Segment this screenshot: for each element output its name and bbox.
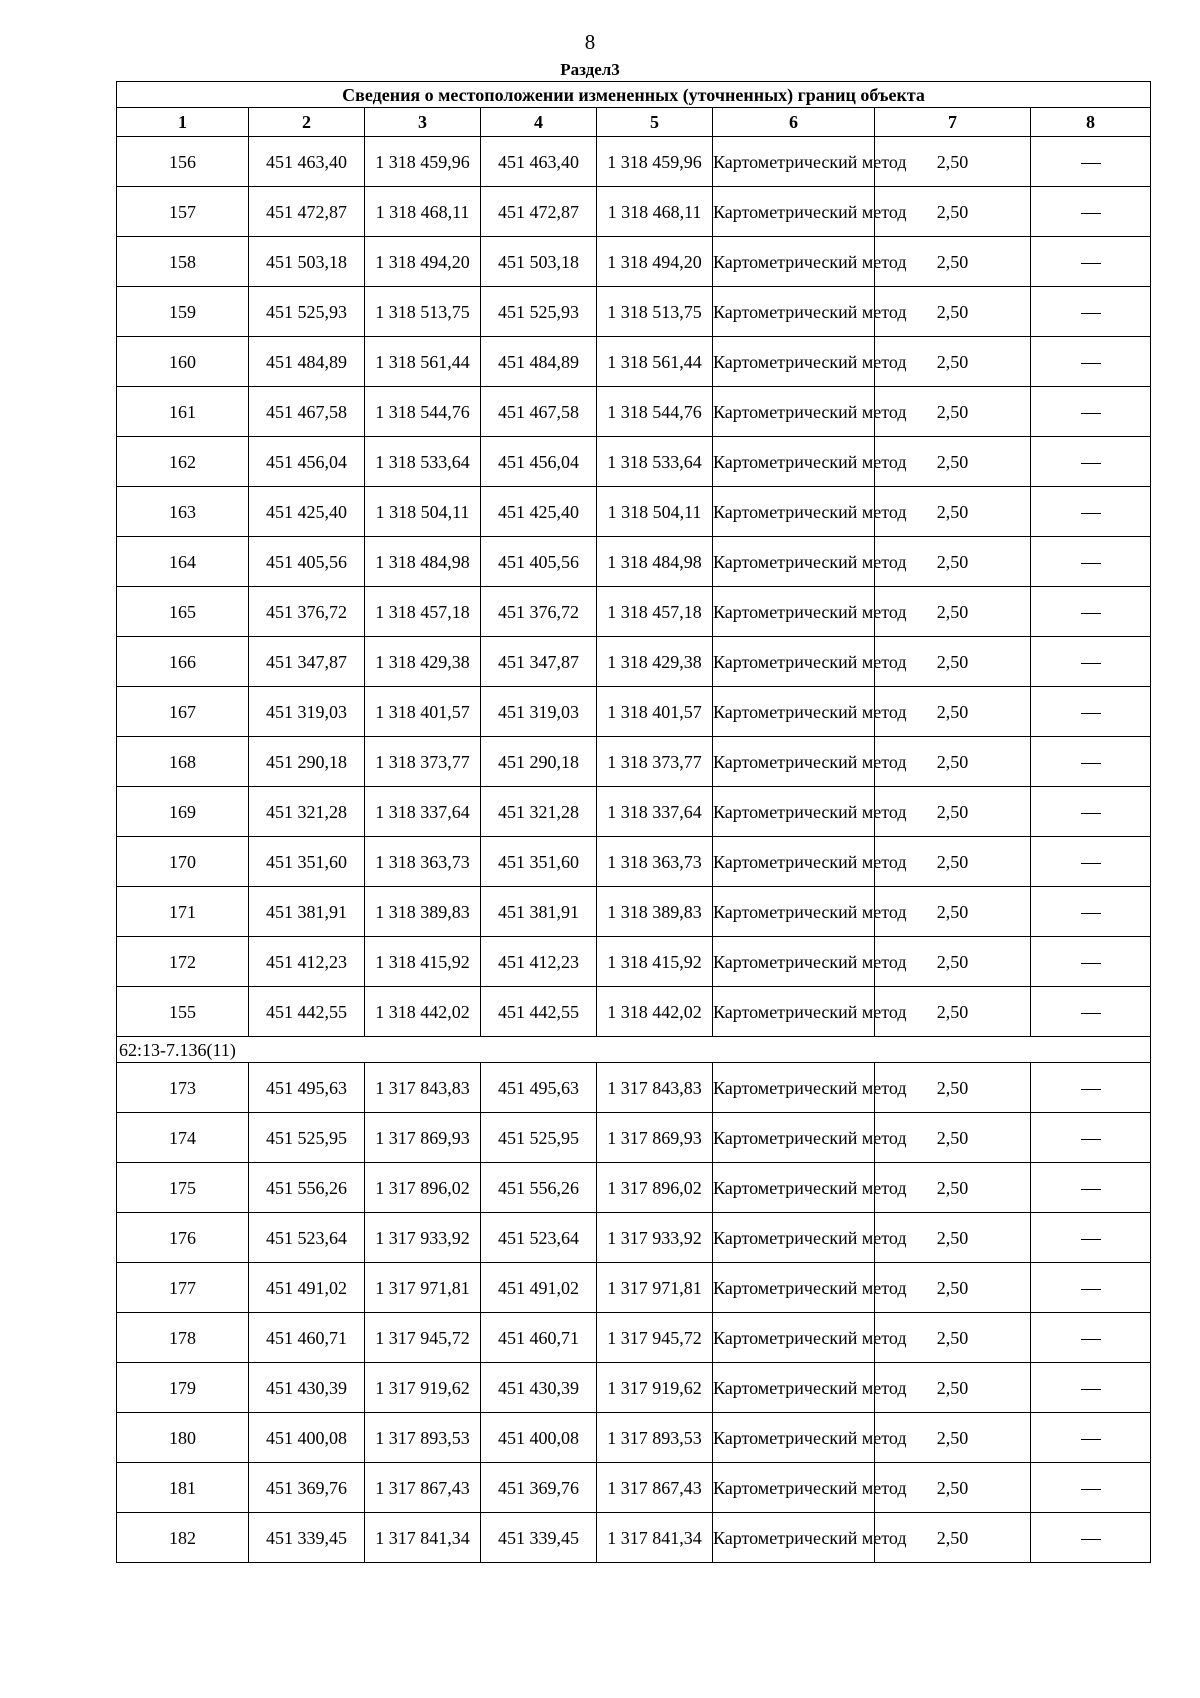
existing-x: 451 425,40 bbox=[249, 487, 365, 537]
new-y: 1 317 945,72 bbox=[597, 1313, 713, 1363]
column-number: 6 bbox=[713, 108, 875, 137]
new-x: 451 463,40 bbox=[481, 137, 597, 187]
table-row bbox=[117, 787, 1151, 837]
description-cell bbox=[1031, 887, 1151, 937]
accuracy-cell: 2,50 bbox=[875, 237, 1031, 287]
table-row bbox=[117, 487, 1151, 537]
existing-x: 451 495,63 bbox=[249, 1063, 365, 1113]
page-number: 8 bbox=[584, 30, 596, 54]
group-row bbox=[117, 1037, 1151, 1063]
point-number: 160 bbox=[117, 337, 249, 387]
new-x: 451 467,58 bbox=[481, 387, 597, 437]
accuracy-cell: 2,50 bbox=[875, 887, 1031, 937]
table-row bbox=[117, 837, 1151, 887]
em-dash-mark bbox=[1081, 763, 1101, 764]
existing-x: 451 405,56 bbox=[249, 537, 365, 587]
table-caption: Сведения о местоположении измененных (уточненных) границ объекта bbox=[117, 82, 1151, 108]
description-cell bbox=[1031, 1213, 1151, 1263]
new-y: 1 317 893,53 bbox=[597, 1413, 713, 1463]
method-cell: Картометрический метод bbox=[713, 1363, 875, 1413]
existing-y: 1 318 561,44 bbox=[365, 337, 481, 387]
existing-y: 1 317 869,93 bbox=[365, 1113, 481, 1163]
em-dash-mark bbox=[1081, 813, 1101, 814]
description-cell bbox=[1031, 287, 1151, 337]
description-cell bbox=[1031, 237, 1151, 287]
existing-y: 1 318 459,96 bbox=[365, 137, 481, 187]
accuracy-cell: 2,50 bbox=[875, 837, 1031, 887]
point-number: 181 bbox=[117, 1463, 249, 1513]
point-number: 171 bbox=[117, 887, 249, 937]
existing-x: 451 400,08 bbox=[249, 1413, 365, 1463]
method-cell: Картометрический метод bbox=[713, 987, 875, 1037]
em-dash-mark bbox=[1081, 913, 1101, 914]
accuracy-cell: 2,50 bbox=[875, 1213, 1031, 1263]
existing-x: 451 351,60 bbox=[249, 837, 365, 887]
existing-y: 1 317 971,81 bbox=[365, 1263, 481, 1313]
new-x: 451 523,64 bbox=[481, 1213, 597, 1263]
existing-x: 451 460,71 bbox=[249, 1313, 365, 1363]
existing-y: 1 318 484,98 bbox=[365, 537, 481, 587]
new-x: 451 321,28 bbox=[481, 787, 597, 837]
point-number: 169 bbox=[117, 787, 249, 837]
existing-x: 451 523,64 bbox=[249, 1213, 365, 1263]
existing-y: 1 317 919,62 bbox=[365, 1363, 481, 1413]
em-dash-mark bbox=[1081, 1439, 1101, 1440]
new-y: 1 317 843,83 bbox=[597, 1063, 713, 1113]
new-y: 1 318 429,38 bbox=[597, 637, 713, 687]
description-cell bbox=[1031, 1463, 1151, 1513]
em-dash-mark bbox=[1081, 613, 1101, 614]
description-cell bbox=[1031, 587, 1151, 637]
em-dash-mark bbox=[1081, 1239, 1101, 1240]
point-number: 172 bbox=[117, 937, 249, 987]
existing-y: 1 318 457,18 bbox=[365, 587, 481, 637]
point-number: 175 bbox=[117, 1163, 249, 1213]
method-cell: Картометрический метод bbox=[713, 887, 875, 937]
new-x: 451 460,71 bbox=[481, 1313, 597, 1363]
existing-x: 451 376,72 bbox=[249, 587, 365, 637]
point-number: 179 bbox=[117, 1363, 249, 1413]
existing-y: 1 317 841,34 bbox=[365, 1513, 481, 1563]
description-cell bbox=[1031, 437, 1151, 487]
existing-x: 451 381,91 bbox=[249, 887, 365, 937]
method-cell: Картометрический метод bbox=[713, 787, 875, 837]
accuracy-cell: 2,50 bbox=[875, 987, 1031, 1037]
point-number: 177 bbox=[117, 1263, 249, 1313]
new-x: 451 472,87 bbox=[481, 187, 597, 237]
method-cell: Картометрический метод bbox=[713, 737, 875, 787]
description-cell bbox=[1031, 1263, 1151, 1313]
new-x: 451 491,02 bbox=[481, 1263, 597, 1313]
new-y: 1 318 484,98 bbox=[597, 537, 713, 587]
method-cell: Картометрический метод bbox=[713, 837, 875, 887]
point-number: 170 bbox=[117, 837, 249, 887]
accuracy-cell: 2,50 bbox=[875, 937, 1031, 987]
em-dash-mark bbox=[1081, 163, 1101, 164]
existing-y: 1 318 401,57 bbox=[365, 687, 481, 737]
new-x: 451 369,76 bbox=[481, 1463, 597, 1513]
point-number: 176 bbox=[117, 1213, 249, 1263]
method-cell: Картометрический метод bbox=[713, 237, 875, 287]
new-y: 1 318 415,92 bbox=[597, 937, 713, 987]
new-y: 1 318 494,20 bbox=[597, 237, 713, 287]
new-x: 451 339,45 bbox=[481, 1513, 597, 1563]
description-cell bbox=[1031, 637, 1151, 687]
new-x: 451 503,18 bbox=[481, 237, 597, 287]
point-number: 178 bbox=[117, 1313, 249, 1363]
table-row bbox=[117, 1263, 1151, 1313]
column-number-row bbox=[117, 108, 1151, 137]
accuracy-cell: 2,50 bbox=[875, 737, 1031, 787]
column-number: 8 bbox=[1031, 108, 1151, 137]
accuracy-cell: 2,50 bbox=[875, 387, 1031, 437]
accuracy-cell: 2,50 bbox=[875, 1113, 1031, 1163]
new-x: 451 319,03 bbox=[481, 687, 597, 737]
existing-x: 451 412,23 bbox=[249, 937, 365, 987]
em-dash-mark bbox=[1081, 513, 1101, 514]
table-row bbox=[117, 737, 1151, 787]
point-number: 161 bbox=[117, 387, 249, 437]
description-cell bbox=[1031, 137, 1151, 187]
existing-y: 1 318 429,38 bbox=[365, 637, 481, 687]
existing-x: 451 525,95 bbox=[249, 1113, 365, 1163]
method-cell: Картометрический метод bbox=[713, 1213, 875, 1263]
em-dash-mark bbox=[1081, 1539, 1101, 1540]
existing-x: 451 369,76 bbox=[249, 1463, 365, 1513]
method-cell: Картометрический метод bbox=[713, 1413, 875, 1463]
table-row bbox=[117, 687, 1151, 737]
table-row bbox=[117, 237, 1151, 287]
method-cell: Картометрический метод bbox=[713, 1513, 875, 1563]
accuracy-cell: 2,50 bbox=[875, 1463, 1031, 1513]
new-y: 1 317 867,43 bbox=[597, 1463, 713, 1513]
new-x: 451 495,63 bbox=[481, 1063, 597, 1113]
existing-x: 451 472,87 bbox=[249, 187, 365, 237]
em-dash-mark bbox=[1081, 1339, 1101, 1340]
new-y: 1 318 457,18 bbox=[597, 587, 713, 637]
description-cell bbox=[1031, 1113, 1151, 1163]
em-dash-mark bbox=[1081, 263, 1101, 264]
table-row bbox=[117, 1063, 1151, 1113]
method-cell: Картометрический метод bbox=[713, 537, 875, 587]
point-number: 165 bbox=[117, 587, 249, 637]
table-row bbox=[117, 437, 1151, 487]
column-number: 2 bbox=[249, 108, 365, 137]
existing-y: 1 318 337,64 bbox=[365, 787, 481, 837]
existing-y: 1 317 896,02 bbox=[365, 1163, 481, 1213]
em-dash-mark bbox=[1081, 463, 1101, 464]
existing-x: 451 290,18 bbox=[249, 737, 365, 787]
point-number: 159 bbox=[117, 287, 249, 337]
new-x: 451 347,87 bbox=[481, 637, 597, 687]
description-cell bbox=[1031, 687, 1151, 737]
column-number: 7 bbox=[875, 108, 1031, 137]
new-y: 1 318 337,64 bbox=[597, 787, 713, 837]
point-number: 168 bbox=[117, 737, 249, 787]
method-cell: Картометрический метод bbox=[713, 287, 875, 337]
existing-y: 1 318 544,76 bbox=[365, 387, 481, 437]
accuracy-cell: 2,50 bbox=[875, 1313, 1031, 1363]
existing-x: 451 319,03 bbox=[249, 687, 365, 737]
existing-y: 1 318 415,92 bbox=[365, 937, 481, 987]
table-row bbox=[117, 137, 1151, 187]
table-row bbox=[117, 937, 1151, 987]
accuracy-cell: 2,50 bbox=[875, 337, 1031, 387]
table-row bbox=[117, 287, 1151, 337]
accuracy-cell: 2,50 bbox=[875, 137, 1031, 187]
new-y: 1 318 504,11 bbox=[597, 487, 713, 537]
new-y: 1 318 442,02 bbox=[597, 987, 713, 1037]
method-cell: Картометрический метод bbox=[713, 187, 875, 237]
new-x: 451 484,89 bbox=[481, 337, 597, 387]
table-row bbox=[117, 537, 1151, 587]
existing-x: 451 491,02 bbox=[249, 1263, 365, 1313]
existing-y: 1 318 442,02 bbox=[365, 987, 481, 1037]
table-row bbox=[117, 637, 1151, 687]
point-number: 156 bbox=[117, 137, 249, 187]
method-cell: Картометрический метод bbox=[713, 1263, 875, 1313]
existing-x: 451 430,39 bbox=[249, 1363, 365, 1413]
existing-x: 451 467,58 bbox=[249, 387, 365, 437]
point-number: 167 bbox=[117, 687, 249, 737]
table-row bbox=[117, 1363, 1151, 1413]
em-dash-mark bbox=[1081, 563, 1101, 564]
new-y: 1 318 363,73 bbox=[597, 837, 713, 887]
existing-x: 451 556,26 bbox=[249, 1163, 365, 1213]
table-row bbox=[117, 587, 1151, 637]
new-y: 1 318 544,76 bbox=[597, 387, 713, 437]
method-cell: Картометрический метод bbox=[713, 337, 875, 387]
method-cell: Картометрический метод bbox=[713, 1463, 875, 1513]
existing-x: 451 321,28 bbox=[249, 787, 365, 837]
method-cell: Картометрический метод bbox=[713, 437, 875, 487]
method-cell: Картометрический метод bbox=[713, 137, 875, 187]
em-dash-mark bbox=[1081, 1139, 1101, 1140]
em-dash-mark bbox=[1081, 1189, 1101, 1190]
em-dash-mark bbox=[1081, 963, 1101, 964]
method-cell: Картометрический метод bbox=[713, 1063, 875, 1113]
new-y: 1 317 971,81 bbox=[597, 1263, 713, 1313]
new-x: 451 381,91 bbox=[481, 887, 597, 937]
new-x: 451 442,55 bbox=[481, 987, 597, 1037]
description-cell bbox=[1031, 337, 1151, 387]
new-y: 1 317 841,34 bbox=[597, 1513, 713, 1563]
accuracy-cell: 2,50 bbox=[875, 1363, 1031, 1413]
em-dash-mark bbox=[1081, 1389, 1101, 1390]
accuracy-cell: 2,50 bbox=[875, 1263, 1031, 1313]
em-dash-mark bbox=[1081, 663, 1101, 664]
accuracy-cell: 2,50 bbox=[875, 787, 1031, 837]
description-cell bbox=[1031, 487, 1151, 537]
new-y: 1 318 459,96 bbox=[597, 137, 713, 187]
new-x: 451 430,39 bbox=[481, 1363, 597, 1413]
point-number: 174 bbox=[117, 1113, 249, 1163]
method-cell: Картометрический метод bbox=[713, 487, 875, 537]
existing-x: 451 442,55 bbox=[249, 987, 365, 1037]
new-x: 451 525,93 bbox=[481, 287, 597, 337]
accuracy-cell: 2,50 bbox=[875, 1163, 1031, 1213]
existing-x: 451 484,89 bbox=[249, 337, 365, 387]
em-dash-mark bbox=[1081, 1289, 1101, 1290]
description-cell bbox=[1031, 737, 1151, 787]
existing-x: 451 525,93 bbox=[249, 287, 365, 337]
table-caption-row bbox=[117, 82, 1151, 108]
new-y: 1 318 561,44 bbox=[597, 337, 713, 387]
point-number: 166 bbox=[117, 637, 249, 687]
em-dash-mark bbox=[1081, 413, 1101, 414]
new-y: 1 318 468,11 bbox=[597, 187, 713, 237]
existing-x: 451 463,40 bbox=[249, 137, 365, 187]
description-cell bbox=[1031, 387, 1151, 437]
description-cell bbox=[1031, 1363, 1151, 1413]
method-cell: Картометрический метод bbox=[713, 937, 875, 987]
new-y: 1 318 389,83 bbox=[597, 887, 713, 937]
existing-y: 1 318 363,73 bbox=[365, 837, 481, 887]
existing-y: 1 318 504,11 bbox=[365, 487, 481, 537]
description-cell bbox=[1031, 537, 1151, 587]
table-row bbox=[117, 387, 1151, 437]
new-y: 1 317 919,62 bbox=[597, 1363, 713, 1413]
new-y: 1 318 373,77 bbox=[597, 737, 713, 787]
existing-x: 451 503,18 bbox=[249, 237, 365, 287]
accuracy-cell: 2,50 bbox=[875, 187, 1031, 237]
point-number: 157 bbox=[117, 187, 249, 237]
description-cell bbox=[1031, 1413, 1151, 1463]
new-x: 451 412,23 bbox=[481, 937, 597, 987]
table-row bbox=[117, 1463, 1151, 1513]
accuracy-cell: 2,50 bbox=[875, 637, 1031, 687]
em-dash-mark bbox=[1081, 1089, 1101, 1090]
point-number: 182 bbox=[117, 1513, 249, 1563]
point-number: 164 bbox=[117, 537, 249, 587]
column-number: 3 bbox=[365, 108, 481, 137]
existing-y: 1 318 468,11 bbox=[365, 187, 481, 237]
em-dash-mark bbox=[1081, 1013, 1101, 1014]
existing-y: 1 317 945,72 bbox=[365, 1313, 481, 1363]
description-cell bbox=[1031, 987, 1151, 1037]
point-number: 180 bbox=[117, 1413, 249, 1463]
description-cell bbox=[1031, 787, 1151, 837]
table-row bbox=[117, 1413, 1151, 1463]
section-title: Раздел3 bbox=[560, 60, 620, 79]
accuracy-cell: 2,50 bbox=[875, 537, 1031, 587]
description-cell bbox=[1031, 1163, 1151, 1213]
new-y: 1 317 933,92 bbox=[597, 1213, 713, 1263]
column-number: 4 bbox=[481, 108, 597, 137]
new-x: 451 425,40 bbox=[481, 487, 597, 537]
existing-y: 1 317 843,83 bbox=[365, 1063, 481, 1113]
table-row bbox=[117, 1163, 1151, 1213]
existing-y: 1 318 389,83 bbox=[365, 887, 481, 937]
table-row bbox=[117, 1213, 1151, 1263]
boundary-coordinates-table bbox=[116, 81, 1151, 1563]
new-x: 451 400,08 bbox=[481, 1413, 597, 1463]
new-y: 1 317 896,02 bbox=[597, 1163, 713, 1213]
table-row bbox=[117, 1513, 1151, 1563]
method-cell: Картометрический метод bbox=[713, 587, 875, 637]
description-cell bbox=[1031, 187, 1151, 237]
method-cell: Картометрический метод bbox=[713, 1313, 875, 1363]
existing-x: 451 347,87 bbox=[249, 637, 365, 687]
em-dash-mark bbox=[1081, 863, 1101, 864]
new-y: 1 318 401,57 bbox=[597, 687, 713, 737]
column-number: 5 bbox=[597, 108, 713, 137]
table-row bbox=[117, 887, 1151, 937]
new-y: 1 318 513,75 bbox=[597, 287, 713, 337]
existing-y: 1 318 373,77 bbox=[365, 737, 481, 787]
table-row bbox=[117, 987, 1151, 1037]
point-number: 162 bbox=[117, 437, 249, 487]
new-x: 451 556,26 bbox=[481, 1163, 597, 1213]
method-cell: Картометрический метод bbox=[713, 1113, 875, 1163]
description-cell bbox=[1031, 937, 1151, 987]
description-cell bbox=[1031, 1513, 1151, 1563]
accuracy-cell: 2,50 bbox=[875, 1513, 1031, 1563]
method-cell: Картометрический метод bbox=[713, 637, 875, 687]
new-y: 1 317 869,93 bbox=[597, 1113, 713, 1163]
accuracy-cell: 2,50 bbox=[875, 437, 1031, 487]
description-cell bbox=[1031, 1313, 1151, 1363]
accuracy-cell: 2,50 bbox=[875, 587, 1031, 637]
point-number: 158 bbox=[117, 237, 249, 287]
point-number: 155 bbox=[117, 987, 249, 1037]
accuracy-cell: 2,50 bbox=[875, 287, 1031, 337]
method-cell: Картометрический метод bbox=[713, 387, 875, 437]
existing-y: 1 318 513,75 bbox=[365, 287, 481, 337]
accuracy-cell: 2,50 bbox=[875, 1063, 1031, 1113]
new-x: 451 351,60 bbox=[481, 837, 597, 887]
new-y: 1 318 533,64 bbox=[597, 437, 713, 487]
accuracy-cell: 2,50 bbox=[875, 1413, 1031, 1463]
description-cell bbox=[1031, 1063, 1151, 1113]
existing-x: 451 456,04 bbox=[249, 437, 365, 487]
new-x: 451 376,72 bbox=[481, 587, 597, 637]
table-row bbox=[117, 1313, 1151, 1363]
group-label: 62:13-7.136(11) bbox=[117, 1037, 1151, 1063]
table-row bbox=[117, 187, 1151, 237]
new-x: 451 456,04 bbox=[481, 437, 597, 487]
em-dash-mark bbox=[1081, 313, 1101, 314]
method-cell: Картометрический метод bbox=[713, 1163, 875, 1213]
new-x: 451 405,56 bbox=[481, 537, 597, 587]
existing-y: 1 317 933,92 bbox=[365, 1213, 481, 1263]
method-cell: Картометрический метод bbox=[713, 687, 875, 737]
column-number: 1 bbox=[117, 108, 249, 137]
existing-y: 1 318 494,20 bbox=[365, 237, 481, 287]
em-dash-mark bbox=[1081, 713, 1101, 714]
new-x: 451 290,18 bbox=[481, 737, 597, 787]
description-cell bbox=[1031, 837, 1151, 887]
new-x: 451 525,95 bbox=[481, 1113, 597, 1163]
accuracy-cell: 2,50 bbox=[875, 687, 1031, 737]
em-dash-mark bbox=[1081, 363, 1101, 364]
existing-y: 1 318 533,64 bbox=[365, 437, 481, 487]
table-row bbox=[117, 337, 1151, 387]
em-dash-mark bbox=[1081, 213, 1101, 214]
existing-x: 451 339,45 bbox=[249, 1513, 365, 1563]
point-number: 173 bbox=[117, 1063, 249, 1113]
accuracy-cell: 2,50 bbox=[875, 487, 1031, 537]
table-row bbox=[117, 1113, 1151, 1163]
point-number: 163 bbox=[117, 487, 249, 537]
existing-y: 1 317 893,53 bbox=[365, 1413, 481, 1463]
existing-y: 1 317 867,43 bbox=[365, 1463, 481, 1513]
em-dash-mark bbox=[1081, 1489, 1101, 1490]
